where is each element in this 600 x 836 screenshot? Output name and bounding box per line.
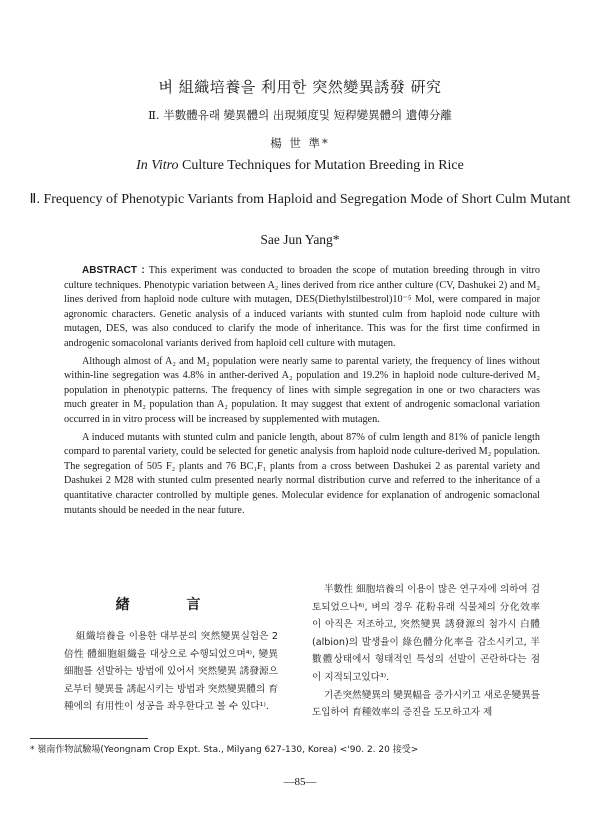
korean-subtitle: Ⅱ. 半數體유래 變異體의 出現頻度및 短稈變異體의 遺傳分離	[148, 108, 452, 122]
abstract-paragraph-1	[64, 264, 540, 352]
abstract-label: ABSTRACT :	[82, 265, 145, 276]
abstract	[64, 264, 540, 521]
korean-author: 楊 世 準*	[270, 136, 330, 150]
section-heading: 緖 言	[115, 597, 227, 613]
left-column	[64, 628, 278, 716]
footnote: * 嶺南作物試驗場(Yeongnam Crop Expt. Sta., Milyang 627-130, Korea) <'90. 2. 20 接受>	[30, 745, 419, 755]
abstract-paragraph-3: A induced mutants with stunted culm and panicle length, about 87% of culm length and 81% of panicle length compard to parental variety, could be selected for genetic analysis from haploid node culture-derived M₂ population. The segregation of 505 F₂ plants and 76 BC₁F₁ plants from a cross between Dashukei 2 as parental variety and Dashukei 2 M28 with stunted culm presented nearly normal distribution curve and referred to the inheritance of a quantitative character controlled by multiple genes. Molecular evidence for explanation of androgenic somaclonal mutants should be needed in the near future.	[64, 431, 540, 516]
footnote-divider	[30, 738, 148, 739]
abstract-text-1: This experiment was conducted to broaden the scope of mutation breeding through in vitro culture techniques. Phenotypic variation between A₂ lines derived from rice anther culture (CV, Dashukei 2) and M₂ lines derived from haploid node culture with mutagen, DES(Diethylstilbestrol)10⁻⁵ Mol, were compared in major agronomic characters. Genetic analysis of a induced variants with stunted culm from haploid node culture with mutagen, DES, was also conduced to clarify the mode of inheritance. This was for the first time confirmed in androgenic somacolonal variants derived from haploid cell culture with mutagen.	[64, 265, 540, 349]
korean-title: 벼 組織培養을 利用한 突然變異誘發 硏究	[158, 78, 442, 96]
left-paragraph: 組織培養을 이용한 대부분의 突然變異실험은 2倍性 體細胞組織을 대상으로 수행되었으며⁴⁾, 變異細胞를 선발하는 방법에 있어서 突然變異 誘發源으로부터 變異를 誘起시키는 방법과 突然變異體의 育種에의 有用性이 성공을 좌우한다고 볼 수 있다¹⁾.	[64, 631, 278, 713]
right-column	[312, 581, 540, 722]
english-title-line-1	[0, 158, 600, 174]
english-title-italic: In Vitro	[136, 158, 179, 173]
english-author: Sae Jun Yang*	[260, 232, 340, 247]
english-title-rest: Culture Techniques for Mutation Breeding in Rice	[178, 158, 464, 173]
page-number: —85—	[283, 776, 317, 788]
abstract-paragraph-2: Although almost of A₂ and M₂ population were nearly same to parental variety, the frequency of lines without within-line segregation was 4.8% in anther-derived A₂ population and 19.2% in haploid node culture-derived M₂ population in phenotypic patterns. The frequency of lines with simple segregation in one or two characters was much greater in M₂ population than A₂ population. It may suggest that extent of androgenic somaclonal variation occurred in in vitro process will be increased by supplemented with mutagen.	[64, 355, 540, 425]
right-paragraph-2: 기존突然變異의 變異幅을 증가시키고 새로운變異를 도입하여 育種效率의 증진을 도모하고자 제	[312, 689, 540, 719]
right-paragraph-1: 半數性 細胞培養의 이용이 많은 연구자에 의하여 검토되었으나⁶⁾, 벼의 경우 花粉유래 식물체의 分化效率이 아직은 저조하고, 突然變異 誘發源의 첨가시 白體(albion)의 발생율이 綠色體分化率을 감소시키고, 半數體상태에서 형태적인 특성의 선발이 곤란하다는 점이 지적되고있다³⁾.	[312, 584, 540, 683]
english-title-line-2: Ⅱ. Frequency of Phenotypic Variants from Haploid and Segregation Mode of Short Culm Mutant	[29, 192, 571, 207]
